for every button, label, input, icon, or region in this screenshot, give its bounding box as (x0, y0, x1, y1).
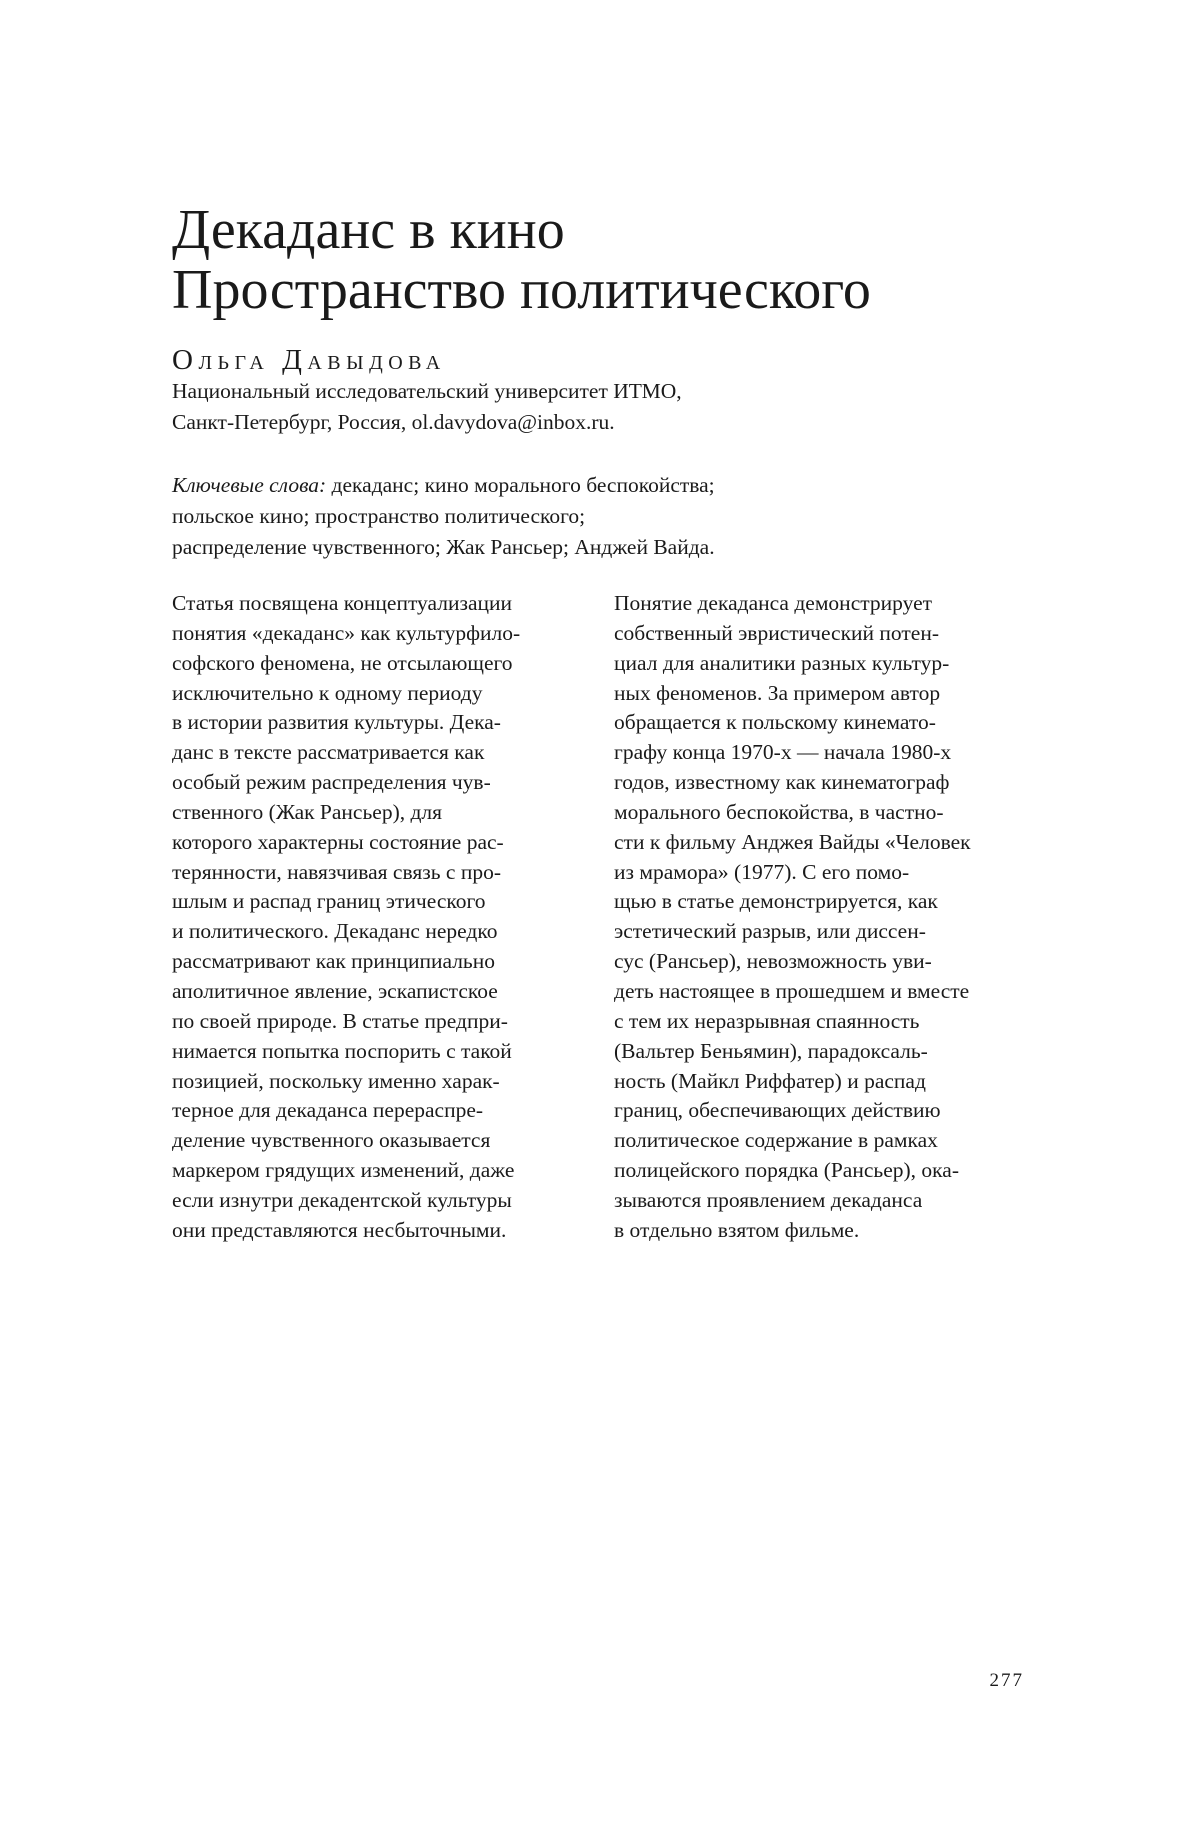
abstract-line: терянности, навязчивая связь с про- (172, 859, 501, 884)
page-number: 277 (989, 1670, 1024, 1691)
keywords-line: польское кино; пространство политического; (172, 504, 586, 528)
abstract-line: границ, обеспечивающих действию (614, 1098, 941, 1123)
abstract-line: политическое содержание в рамках (614, 1128, 938, 1153)
article-title-main: Декаданс в кино (172, 199, 565, 261)
abstract-line: если изнутри декадентской культуры (172, 1187, 512, 1212)
abstract-line: щью в статье демонстрируется, как (614, 889, 938, 914)
abstract-line: (Вальтер Беньямин), парадоксаль- (614, 1038, 928, 1063)
abstract-line: нимается попытка поспорить с такой (172, 1038, 512, 1063)
abstract-line: аполитичное явление, эскапистское (172, 978, 498, 1003)
abstract-line: эстетический разрыв, или диссен- (614, 919, 926, 944)
abstract-line: ственного (Жак Рансьер), для (172, 799, 443, 824)
keywords-line (172, 470, 715, 501)
abstract-line: морального беспокойства, в частно- (614, 799, 944, 824)
abstract-line: и политического. Декаданс нередко (172, 919, 498, 944)
abstract-line: циал для аналитики разных культур- (614, 650, 950, 675)
author-name: Ольга Давыдова (172, 344, 446, 376)
abstract-line: шлым и распад границ этического (172, 889, 486, 914)
affiliation-line: Национальный исследовательский университет ИТМО, (172, 379, 682, 403)
abstract-line: понятия «декаданс» как культурфило- (172, 620, 521, 645)
abstract-line: софского феномена, не отсылающего (172, 650, 513, 675)
keywords-label: Ключевые слова: (172, 473, 327, 497)
abstract-line: рассматривают как принципиально (172, 949, 495, 974)
abstract-line: по своей природе. В статье предпри- (172, 1008, 508, 1033)
abstract-line: полицейского порядка (Рансьер), ока- (614, 1158, 959, 1183)
abstract-line: в отдельно взятом фильме. (614, 1217, 860, 1242)
abstract-line: ность (Майкл Риффатер) и распад (614, 1068, 926, 1093)
abstract-line: годов, известному как кинематограф (614, 770, 950, 795)
article-title (172, 200, 1052, 320)
keywords-line: распределение чувственного; Жак Рансьер; Анджей Вайда. (172, 535, 715, 559)
abstract-line: терное для декаданса перераспре- (172, 1098, 484, 1123)
author-affiliation (172, 376, 682, 438)
abstract-line: деть настоящее в прошедшем и вместе (614, 978, 970, 1003)
abstract-line: сти к фильму Анджея Вайды «Человек (614, 829, 971, 854)
abstract-line: из мрамора» (1977). С его помо- (614, 859, 910, 884)
abstract-line: деление чувственного оказывается (172, 1128, 491, 1153)
abstract-line: они представляются несбыточными. (172, 1217, 507, 1242)
abstract-line: которого характерны состояние рас- (172, 829, 504, 854)
abstract-right-column (614, 589, 1034, 1246)
abstract-line: Статья посвящена концептуализации (172, 591, 513, 615)
abstract-line: маркером грядущих изменений, даже (172, 1158, 515, 1183)
abstract-line: обращается к польскому кинемато- (614, 710, 936, 735)
abstract-line: зываются проявлением декаданса (614, 1187, 923, 1212)
abstract-line: Понятие декаданса демонстрирует (614, 591, 933, 615)
abstract-line: с тем их неразрывная спаянность (614, 1008, 920, 1033)
keywords-text: декаданс; кино морального беспокойства; (326, 473, 715, 497)
article-subtitle: Пространство политического (172, 259, 871, 321)
abstract-line: данс в тексте рассматривается как (172, 740, 485, 765)
abstract-line: собственный эвристический потен- (614, 620, 939, 645)
abstract-line: исключительно к одному периоду (172, 680, 483, 705)
keywords-block (172, 470, 715, 563)
affiliation-line: Санкт-Петербург, Россия, ol.davydova@inbox.ru. (172, 410, 615, 434)
abstract-line: в истории развития культуры. Дека- (172, 710, 501, 735)
abstract-left-column (172, 589, 592, 1246)
abstract-line: особый режим распределения чув- (172, 770, 491, 795)
abstract-line: сус (Рансьер), невозможность уви- (614, 949, 932, 974)
abstract-line: графу конца 1970-х — начала 1980-х (614, 740, 952, 765)
abstract-line: ных феноменов. За примером автор (614, 680, 941, 705)
abstract-line: позицией, поскольку именно харак- (172, 1068, 500, 1093)
